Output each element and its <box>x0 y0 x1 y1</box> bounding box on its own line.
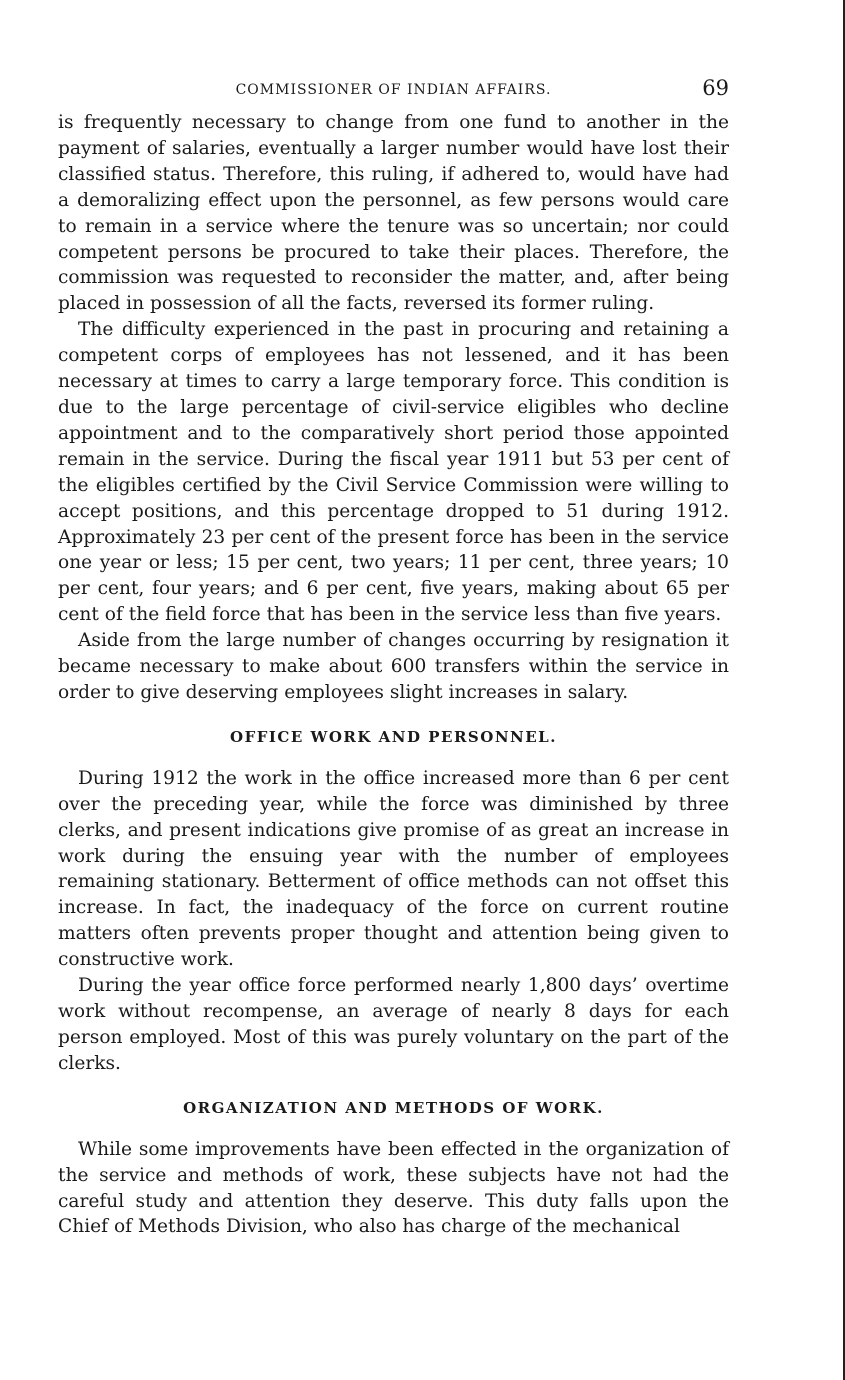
section-heading-organization: ORGANIZATION AND METHODS OF WORK. <box>183 1098 604 1117</box>
document-page <box>58 76 729 1240</box>
running-header <box>58 76 729 110</box>
section-heading-office-work: OFFICE WORK AND PERSONNEL. <box>230 727 557 746</box>
paragraph-continued: is frequently necessary to change from one fund to another in the payment of salaries, eventually a larger number would have lost their classified status. Therefore, this ruling, if adhered to, would have had a demoralizing effect upon the personnel, as few persons would care to remain in a service where the tenure was so uncertain; nor could competent persons be procured to take their places. Therefore, the commission was requested to reconsider the matter, and, after being placed in possession of all the facts, reversed its former ruling. <box>58 112 729 315</box>
paragraph-employee-difficulty: The difficulty experienced in the past in procuring and retaining a competent corps of employees has not lessened, and it has been necessary at times to carry a large temporary force. This condition is due to the large percentage of civil-service eligibles who decline appointment and to the comparatively short period those appointed remain in the service. During the fiscal year 1911 but 53 per cent of the eligibles certified by the Civil Service Commission were willing to accept positions, and this percentage dropped to 51 during 1912. Approximately 23 per cent of the present force has been in the service one year or less; 15 per cent, two years; 11 per cent, three years; 10 per cent, four years; and 6 per cent, five years, making about 65 per cent of the field force that has been in the service less than five years. <box>58 319 729 626</box>
running-title: COMMISSIONER OF INDIAN AFFAIRS. <box>235 82 552 98</box>
paragraph-organization: While some improvements have been effected in the organization of the service and methods of work, these subjects have not had the careful study and attention they deserve. This duty falls upon the Chief of Methods Division, who also has charge of the mechanical <box>58 1138 729 1238</box>
paragraph-office-work: During 1912 the work in the office increased more than 6 per cent over the preceding year, while the force was diminished by three clerks, and present indications give promise of as great an increase in work during the ensuing year with the number of employees remaining stationary. Betterment of office methods can not offset this increase. In fact, the inadequacy of the force on current routine matters often prevents proper thought and attention being given to constructive work. <box>58 767 729 971</box>
page-number: 69 <box>702 76 729 100</box>
paragraph-overtime: During the year office force performed nearly 1,800 days’ overtime work without recompense, an average of nearly 8 days for each person employed. Most of this was purely voluntary on the part of the clerks. <box>58 975 729 1074</box>
paragraph-transfers: Aside from the large number of changes occurring by resignation it became necessary to make about 600 transfers within the service in order to give deserving employees slight increases in salary. <box>58 630 729 703</box>
